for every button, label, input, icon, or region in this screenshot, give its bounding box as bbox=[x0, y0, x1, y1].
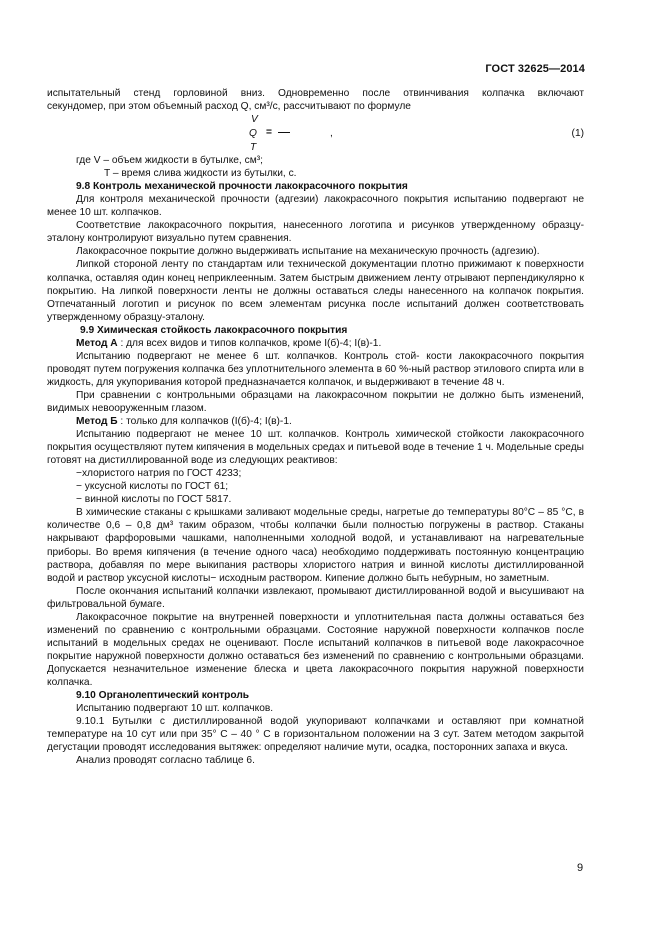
s99-paragraph-4: В химические стаканы с крышками заливают модельные среды, нагретые до температуры 80°С – 85 °С, в количестве 0,6 – 0,8 дм³ таким образом, чтобы колпачки были полностью погружены в раствор. Стаканы накрывают фарфоровыми чашками, наполненными холодной водой, и устанавливают на нагревательные приборы. Во время кипячения (в течение одного часа) необходимо поддерживать постоянную концентрацию раствора, добавляя по мере выкипания растворы хлористого натрия и винной кислоты дистиллированной водой и раствор уксусной кислоты− исходным раствором. Кипение должно быть небурным, но заметным. bbox=[47, 507, 584, 584]
formula-denominator: T bbox=[250, 142, 257, 154]
method-b-label: Метод Б bbox=[76, 416, 118, 428]
reagent-list-item: − уксусной кислоты по ГОСТ 61; bbox=[76, 481, 229, 493]
section-heading-9-10: 9.10 Органолептический контроль bbox=[76, 690, 250, 702]
s99-paragraph-2: При сравнении с контрольными образцами на лакокрасочном покрытии не должно быть изменений, видимых невооруженным глазом. bbox=[47, 389, 584, 414]
s910-paragraph-2: 9.10.1 Бутылки с дистиллированной водой укупоривают колпачками и оставляют при комнатной температуре на 10 сут или при 35° С – 40 ° С в горизонтальном положении на 3 сут. Затем методом закрытой дегустации проводят исследования вытяжек: определяют наличие мути, осадка, посторонних запаха и вкуса. bbox=[47, 716, 584, 754]
formula-equals: = bbox=[266, 127, 272, 139]
fraction-bar bbox=[278, 132, 290, 133]
formula-comma: , bbox=[330, 128, 333, 140]
formula-1 bbox=[47, 113, 584, 154]
s910-paragraph-3: Анализ проводят согласно таблице 6. bbox=[76, 755, 255, 767]
reagent-list-item: −хлористого натрия по ГОСТ 4233; bbox=[76, 468, 242, 480]
s99-paragraph-5: После окончания испытаний колпачки извлекают, промывают дистиллированной водой и высушивают на фильтровальной бумаге. bbox=[47, 585, 584, 610]
s99-paragraph-6: Лакокрасочное покрытие на внутренней поверхности и уплотнительная паста должны оставаться без изменений по сравнению с контрольными образцами. Состояние наружной поверхности колпачков после испытаний в модельных средах не оценивают. После испытаний колпачков в питьевой воде лакокрасочное покрытие наружной поверхности должно оставаться без изменений по сравнению с контрольными образцами. Допускается незначительное изменение блеска и цвета лакокрасочного покрытия наружной поверхности колпачка. bbox=[47, 611, 584, 688]
s910-paragraph-1: Испытанию подвергают 10 шт. колпачков. bbox=[76, 703, 274, 715]
paragraph-intro-line1: испытательный стенд горловиной вниз. Одновременно после отвинчивания колпачка включают bbox=[47, 88, 584, 99]
s98-paragraph-1: Для контроля механической прочности (адгезии) лакокрасочного покрытия испытанию подвергают не менее 10 шт. колпачков. bbox=[47, 194, 584, 219]
formula-numerator: V bbox=[251, 114, 258, 126]
method-b-line bbox=[47, 415, 584, 428]
section-heading-9-8: 9.8 Контроль механической прочности лакокрасочного покрытия bbox=[76, 181, 408, 193]
standard-code-header: ГОСТ 32625—2014 bbox=[485, 63, 585, 75]
s98-paragraph-2: Соответствие лакокрасочного покрытия, нанесенного логотипа и рисунков утвержденному образцу-эталону контролируют визуально путем сравнения. bbox=[47, 220, 584, 245]
method-a-text: : для всех видов и типов колпачков, кроме I(б)-4; I(в)-1. bbox=[117, 337, 382, 349]
section-heading-9-9: 9.9 Химическая стойкость лакокрасочного покрытия bbox=[80, 324, 348, 336]
method-b-text: : только для колпачков (I(б)-4; I(в)-1. bbox=[117, 416, 292, 428]
s98-paragraph-3: Лакокрасочное покрытие должно выдерживать испытание на механическую прочность (адгезию). bbox=[76, 246, 540, 258]
where-t-definition: T – время слива жидкости из бутылки, с. bbox=[104, 168, 297, 180]
method-a-label: Метод А bbox=[76, 337, 118, 349]
paragraph-intro-line2: секундомер, при этом объемный расход Q, см³/с, рассчитывают по формуле bbox=[47, 101, 411, 113]
formula-lhs: Q bbox=[249, 128, 257, 140]
reagent-list-item: − винной кислоты по ГОСТ 5817. bbox=[76, 494, 232, 506]
s99-paragraph-1: Испытанию подвергают не менее 6 шт. колпачков. Контроль стой- кости лакокрасочного покрытия проводят путем погружения колпачка без уплотнительного элемента в 60 %-ный раствор этилового спирта или в жидкость, для укупоривания которой предназначается колпачок, и выдерживают в течение 48 ч. bbox=[47, 350, 584, 388]
page-body bbox=[47, 87, 584, 767]
where-v-definition: где V – объем жидкости в бутылке, см³; bbox=[76, 155, 263, 167]
s98-paragraph-4: Липкой стороной ленту по стандартам или технической документации плотно прижимают к поверхности колпачка, оставляя один конец неприклеенным. Затем быстрым движением ленту отрывают перпендикулярно к покрытию. На липкой поверхности ленты не должны оставаться следы нанесенного на колпачок покрытия. Отпечатанный логотип и рисунок по всем элементам рисунка после испытаний должен соответствовать утвержденному образцу-эталону. bbox=[47, 259, 584, 323]
page-number: 9 bbox=[577, 862, 584, 874]
method-a-line bbox=[47, 337, 584, 350]
s99-paragraph-3: Испытанию подвергают не менее 10 шт. колпачков. Контроль химической стойкости лакокрасочного покрытия осуществляют путем кипячения в модельных средах и питьевой воде в течение 1 ч. Модельные среды готовят на дистиллированной воде из следующих реактивов: bbox=[47, 429, 584, 467]
formula-number: (1) bbox=[571, 128, 584, 140]
